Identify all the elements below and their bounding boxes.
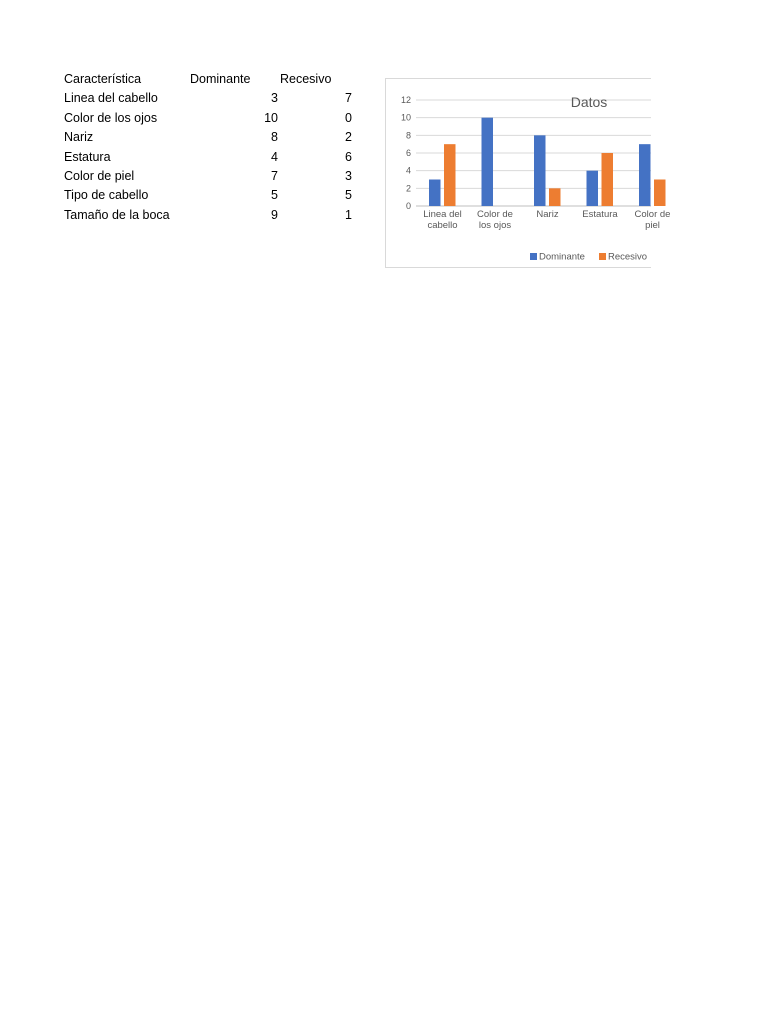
legend-label-dominante: Dominante bbox=[539, 251, 585, 263]
x-tick-label: piel bbox=[645, 220, 660, 231]
table-row bbox=[64, 109, 364, 128]
row-dominante[interactable]: 7 bbox=[271, 168, 278, 183]
header-dominante[interactable]: Dominante bbox=[190, 72, 251, 86]
bar-chart[interactable] bbox=[385, 78, 671, 268]
table-row bbox=[64, 206, 364, 225]
table-row bbox=[64, 128, 364, 147]
row-dominante[interactable]: 9 bbox=[271, 207, 278, 222]
row-name[interactable]: Tipo de cabello bbox=[64, 188, 149, 203]
y-tick-label: 4 bbox=[405, 165, 411, 176]
x-tick-label: Color de bbox=[477, 209, 513, 220]
row-dominante[interactable]: 3 bbox=[271, 91, 278, 106]
row-recesivo[interactable]: 0 bbox=[345, 110, 352, 125]
bar-dominante bbox=[429, 180, 441, 207]
data-table bbox=[64, 70, 364, 225]
row-name[interactable]: Color de los ojos bbox=[64, 110, 158, 125]
header-caracteristica[interactable]: Característica bbox=[64, 72, 142, 86]
bar-recesivo bbox=[602, 153, 614, 206]
row-name[interactable]: Nariz bbox=[64, 130, 94, 145]
chart-canvas bbox=[386, 79, 671, 267]
legend-swatch-recesivo bbox=[599, 253, 606, 260]
header-recesivo[interactable]: Recesivo bbox=[280, 72, 332, 86]
bar-dominante bbox=[482, 118, 494, 206]
row-dominante[interactable]: 10 bbox=[264, 110, 278, 125]
y-tick-label: 6 bbox=[405, 148, 411, 158]
legend-swatch-dominante bbox=[530, 253, 537, 260]
bar-dominante bbox=[534, 135, 546, 206]
x-tick-label: Linea del bbox=[423, 209, 462, 220]
x-tick-label: los ojos bbox=[478, 220, 512, 231]
bar-recesivo bbox=[444, 144, 456, 206]
table-row bbox=[64, 186, 364, 205]
chart-title: Datos bbox=[570, 94, 608, 110]
row-recesivo[interactable]: 3 bbox=[345, 168, 352, 183]
y-tick-label: 0 bbox=[405, 201, 411, 211]
table-row bbox=[64, 167, 364, 186]
y-tick-label: 2 bbox=[405, 183, 411, 194]
table-row bbox=[64, 89, 364, 108]
x-tick-label: cabello bbox=[427, 220, 458, 231]
row-name[interactable]: Estatura bbox=[64, 149, 111, 164]
table-row bbox=[64, 148, 364, 167]
y-tick-label: 8 bbox=[405, 130, 411, 141]
row-recesivo[interactable]: 5 bbox=[345, 188, 352, 203]
y-tick-label: 12 bbox=[400, 95, 411, 105]
row-dominante[interactable]: 4 bbox=[271, 149, 278, 164]
bar-recesivo bbox=[549, 188, 561, 206]
bar-recesivo bbox=[654, 180, 666, 207]
x-tick-label: Estatura bbox=[582, 209, 618, 220]
row-recesivo[interactable]: 1 bbox=[345, 207, 352, 222]
x-tick-label: Color de bbox=[634, 209, 671, 220]
row-name[interactable]: Tamaño de la boca bbox=[64, 207, 170, 222]
row-dominante[interactable]: 8 bbox=[271, 130, 278, 145]
row-dominante[interactable]: 5 bbox=[271, 188, 278, 203]
bar-dominante bbox=[587, 171, 599, 206]
row-name[interactable]: Linea del cabello bbox=[64, 91, 158, 106]
bar-dominante bbox=[639, 144, 651, 206]
row-recesivo[interactable]: 6 bbox=[345, 149, 352, 164]
row-recesivo[interactable]: 2 bbox=[345, 130, 352, 145]
legend-label-recesivo: Recesivo bbox=[608, 251, 648, 263]
row-name[interactable]: Color de piel bbox=[64, 168, 135, 183]
y-tick-label: 10 bbox=[400, 112, 411, 123]
table-header-row bbox=[64, 70, 364, 89]
row-recesivo[interactable]: 7 bbox=[345, 91, 352, 106]
x-tick-label: Nariz bbox=[536, 209, 559, 220]
